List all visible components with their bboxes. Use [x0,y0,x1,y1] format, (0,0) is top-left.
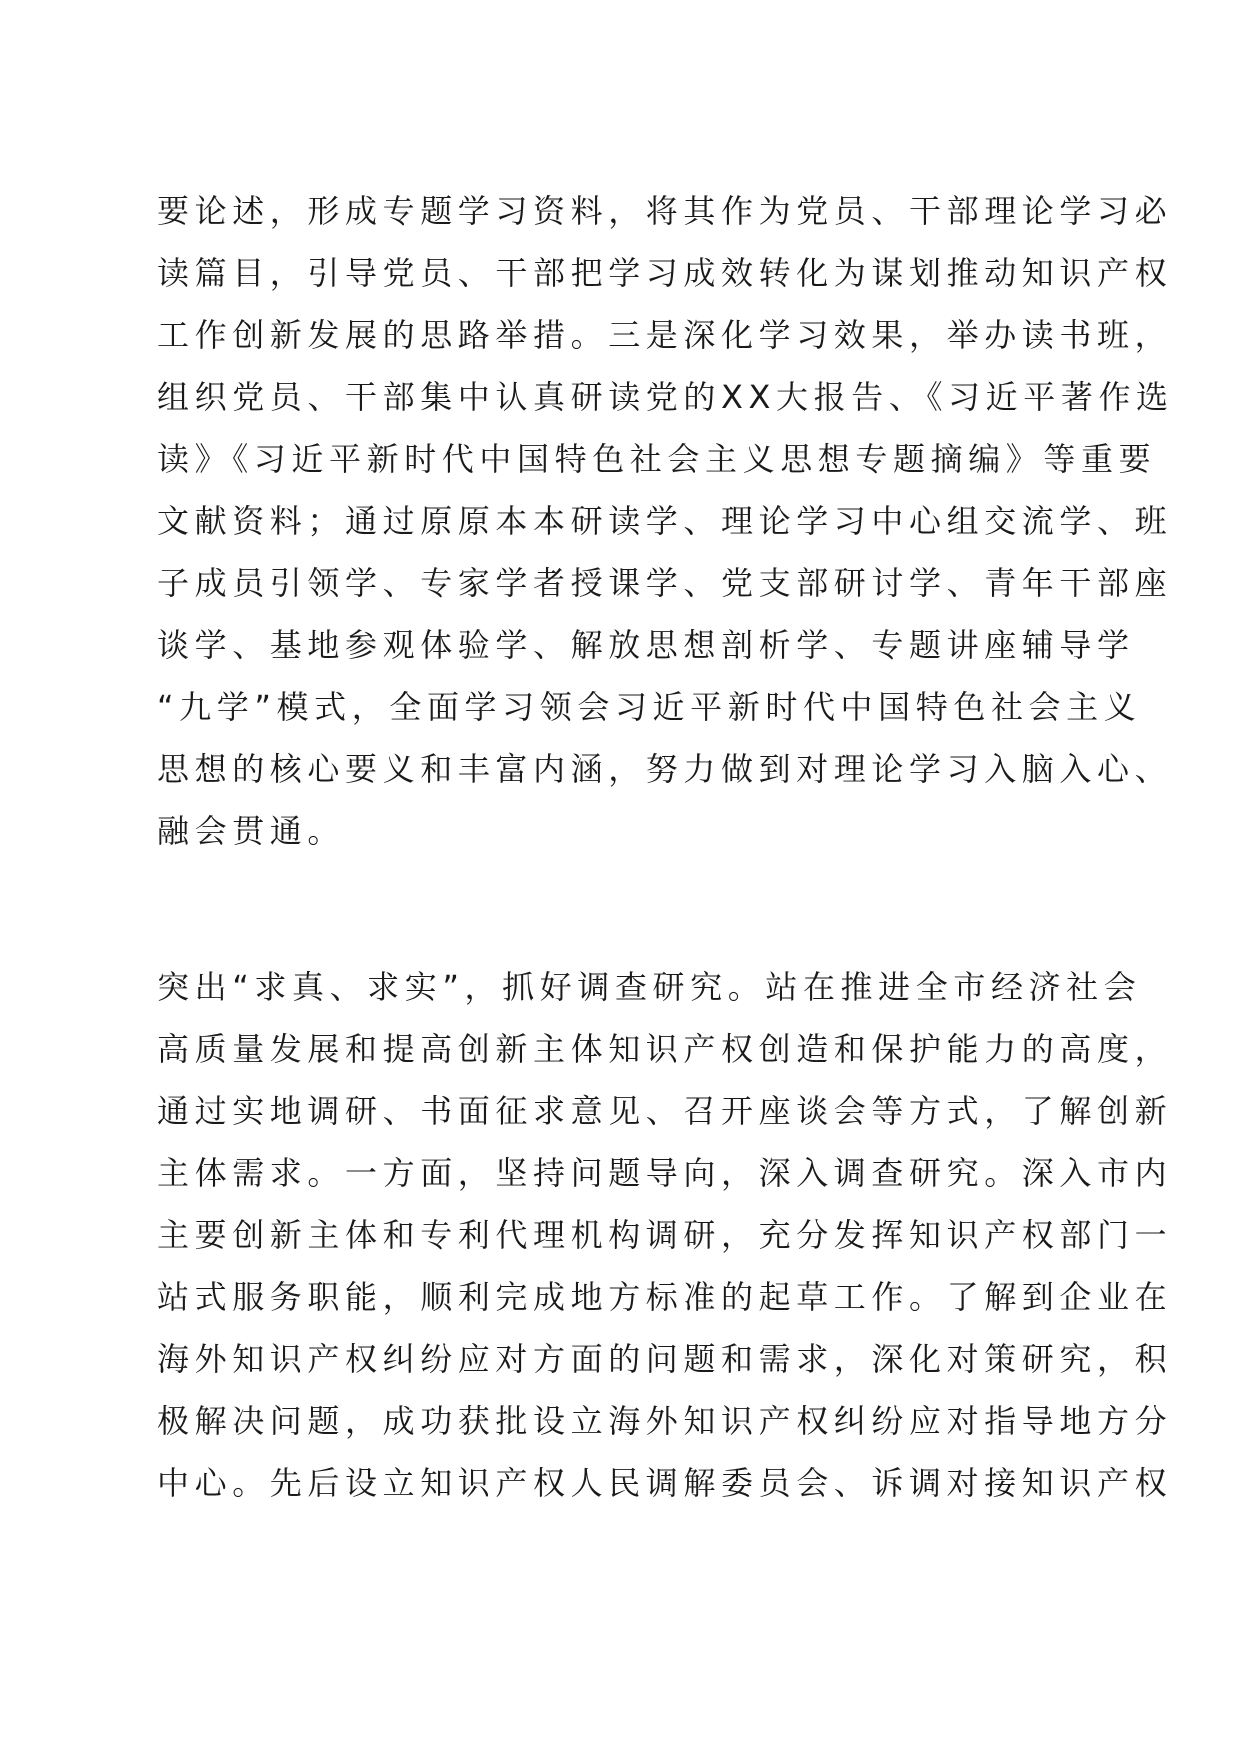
text-line: 文献资料；通过原原本本研读学、理论学习中心组交流学、班 [157,502,1173,540]
text-line: 工作创新发展的思路举措。三是深化学习效果，举办读书班， [157,316,1173,354]
text-line: 突出“求真、求实”，抓好调查研究。站在推进全市经济社会 [157,968,1142,1006]
text-line: 谈学、基地参观体验学、解放思想剖析学、专题讲座辅导学 [157,626,1135,664]
text-line: 思想的核心要义和丰富内涵，努力做到对理论学习入脑入心、 [157,750,1173,788]
paragraph-study [157,180,1174,862]
text-line: 主要创新主体和专利代理机构调研，充分发挥知识产权部门一 [157,1216,1173,1254]
text-line: 高质量发展和提高创新主体知识产权创造和保护能力的高度， [157,1030,1173,1068]
text-line: 主体需求。一方面，坚持问题导向，深入调查研究。深入市内 [157,1154,1173,1192]
text-line: 海外知识产权纠纷应对方面的问题和需求，深化对策研究，积 [157,1340,1173,1378]
text-line: “九学”模式，全面学习领会习近平新时代中国特色社会主义 [157,688,1142,726]
text-line: 中心。先后设立知识产权人民调解委员会、诉调对接知识产权 [157,1464,1173,1502]
text-line: 组织党员、干部集中认真研读党的XX大报告、《习近平著作选 [157,378,1174,416]
text-line: 子成员引领学、专家学者授课学、党支部研讨学、青年干部座 [157,564,1173,602]
text-line: 读》《习近平新时代中国特色社会主义思想专题摘编》等重要 [157,440,1157,478]
text-line: 读篇目，引导党员、干部把学习成效转化为谋划推动知识产权 [157,254,1173,292]
text-line: 要论述，形成专题学习资料，将其作为党员、干部理论学习必 [157,192,1173,230]
text-line: 通过实地调研、书面征求意见、召开座谈会等方式，了解创新 [157,1092,1173,1130]
paragraph-research [157,956,1173,1514]
text-line: 融会贯通。 [157,812,346,850]
text-line: 极解决问题，成功获批设立海外知识产权纠纷应对指导地方分 [157,1402,1173,1440]
text-line: 站式服务职能，顺利完成地方标准的起草工作。了解到企业在 [157,1278,1173,1316]
